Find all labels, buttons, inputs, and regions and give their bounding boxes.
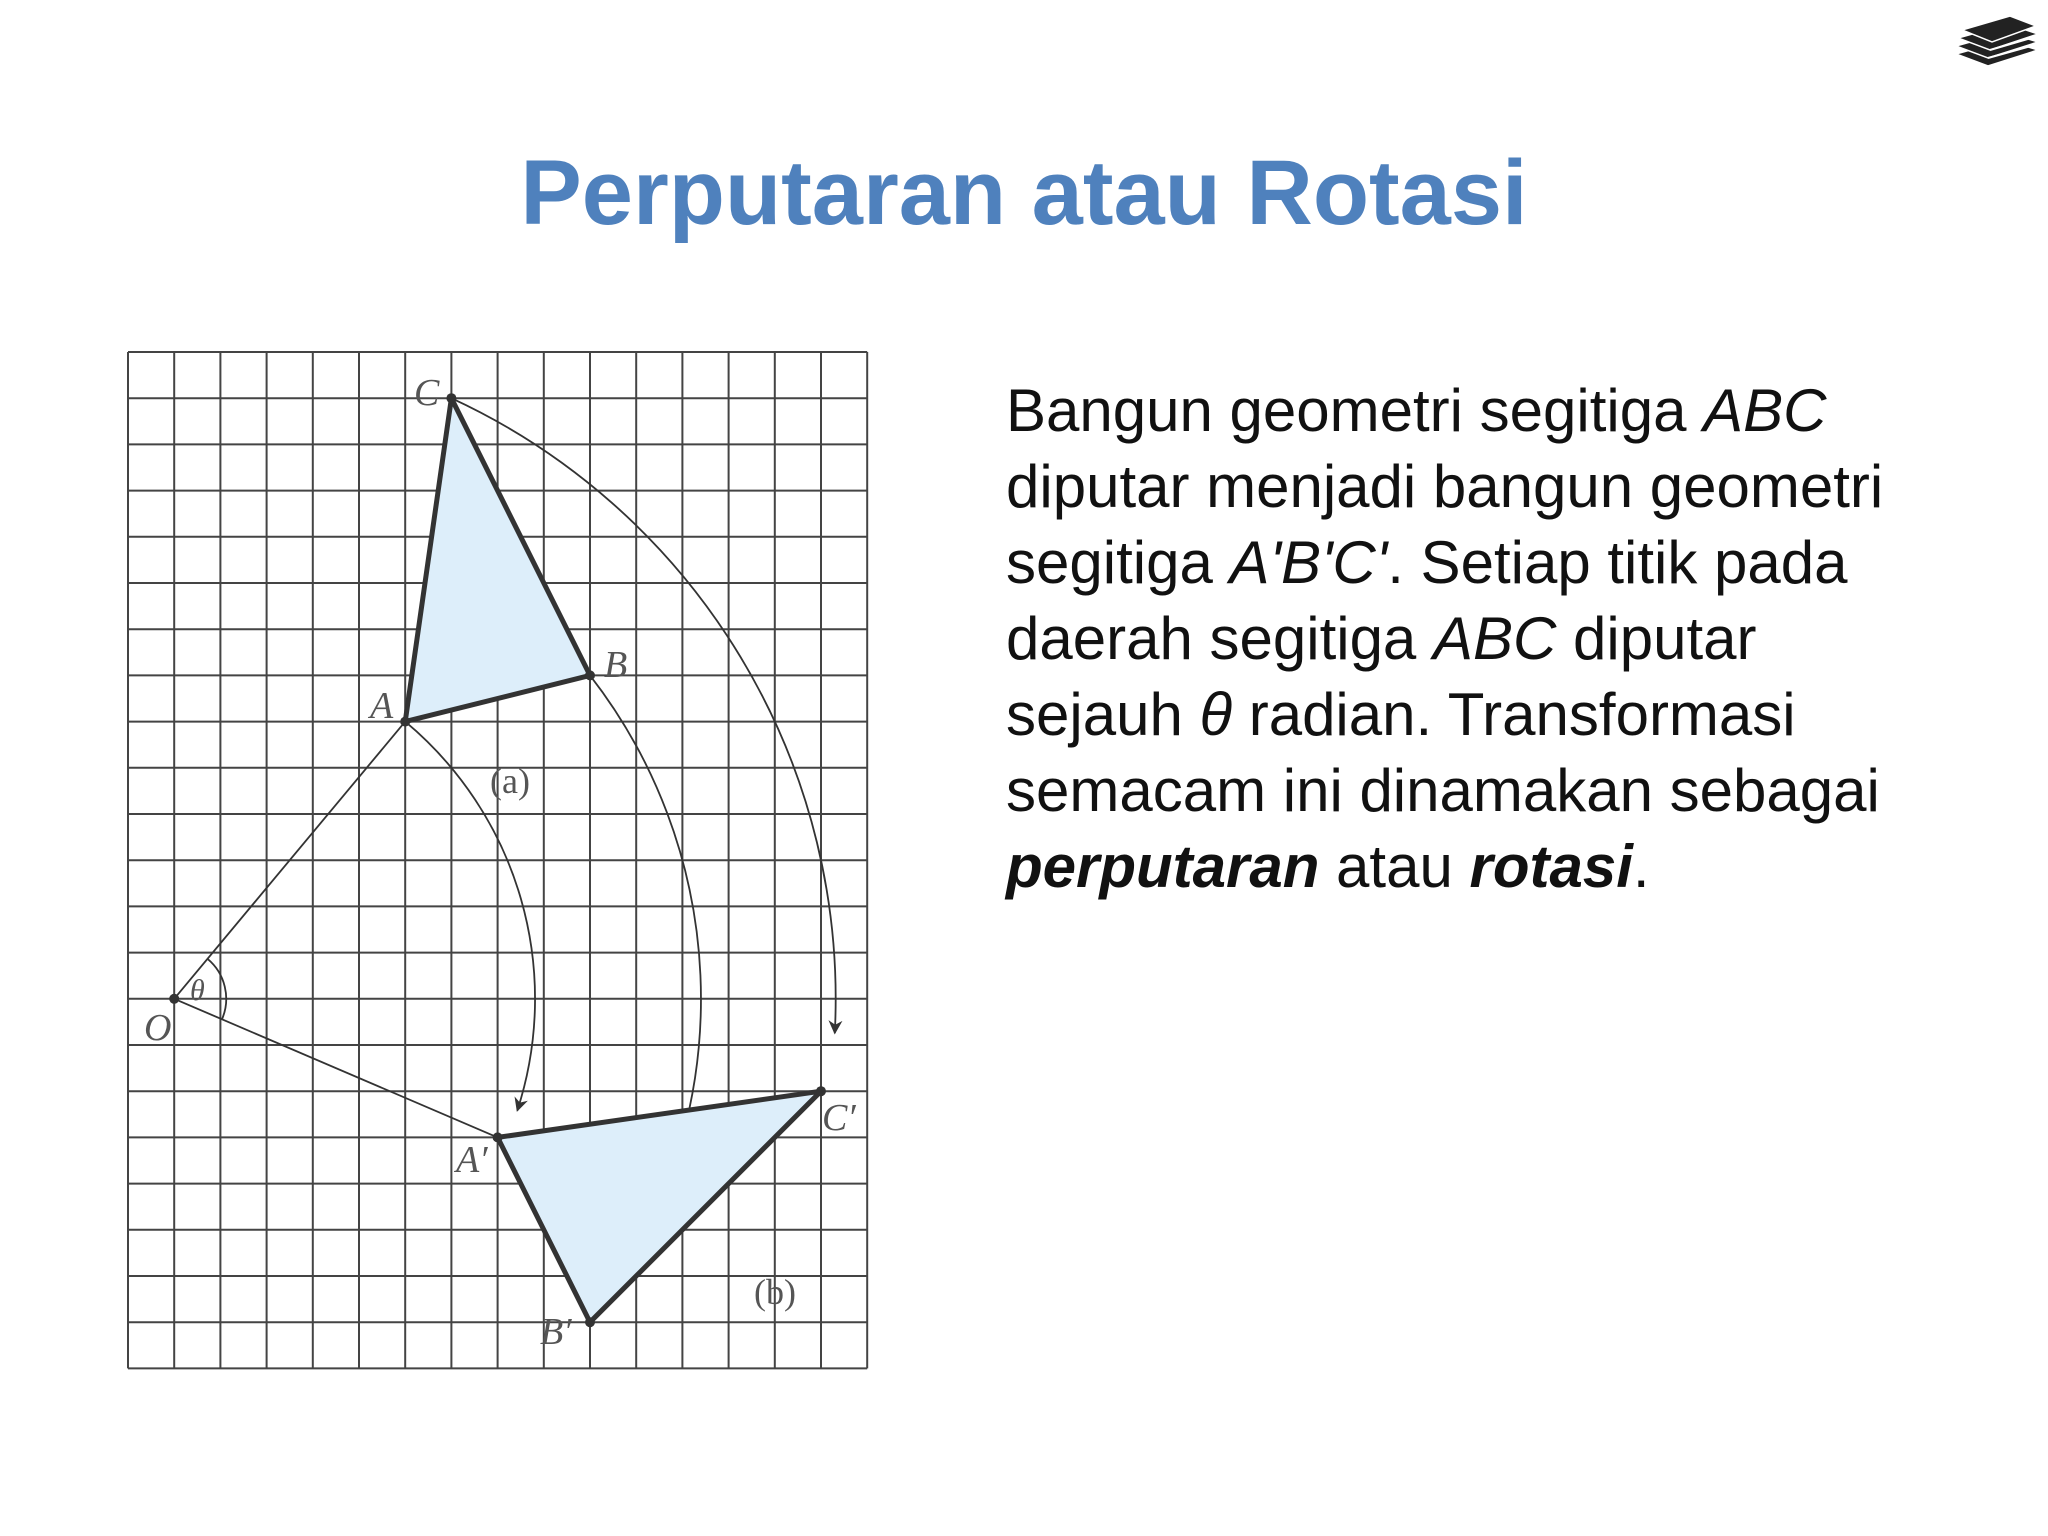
label-B-prime: B′ [540, 1311, 572, 1353]
description-segment: . Setiap titik pada [1387, 529, 1848, 596]
description-text [1006, 373, 2006, 905]
description-line [1006, 677, 2006, 753]
description-line [1006, 829, 2006, 905]
label-part-b: (b) [754, 1272, 796, 1312]
description-segment: semacam ini dinamakan sebagai [1006, 757, 1880, 824]
description-line [1006, 753, 2006, 829]
description-segment: sejauh [1006, 681, 1200, 748]
description-segment: ABC [1432, 605, 1557, 672]
slide-title: Perputaran atau Rotasi [520, 142, 1528, 244]
label-part-a: (a) [490, 761, 530, 801]
description-line [1006, 601, 2006, 677]
description-segment: A'B'C' [1229, 529, 1388, 596]
description-line [1006, 373, 2006, 449]
vertex-point-b-prime [585, 1317, 595, 1327]
rotation-figure [120, 340, 880, 1380]
label-C: C [414, 372, 440, 414]
theta-angle-arc [207, 959, 226, 1019]
vertex-point-c-prime [816, 1086, 826, 1096]
rotation-arc-C [451, 398, 835, 1033]
description-segment: perputaran [1006, 833, 1320, 900]
books-logo-icon [1950, 10, 2042, 72]
description-segment: diputar menjadi bangun geometri [1006, 453, 1884, 520]
description-segment: Bangun geometri segitiga [1006, 377, 1704, 444]
description-segment: daerah segitiga [1006, 605, 1433, 672]
description-segment: . [1632, 833, 1650, 900]
description-segment: radian. Transformasi [1232, 681, 1796, 748]
label-B: B [604, 644, 628, 686]
label-A-prime: A′ [456, 1139, 488, 1181]
vertex-point-a [400, 717, 410, 727]
description-segment: diputar [1556, 605, 1757, 672]
vertex-point-o [169, 994, 179, 1004]
description-segment: atau [1319, 833, 1470, 900]
label-O: O [144, 1007, 172, 1049]
description-segment: segitiga [1006, 529, 1230, 596]
label-theta: θ [190, 974, 205, 1007]
description-segment: θ [1199, 681, 1233, 748]
description-line [1006, 449, 2006, 525]
description-segment: ABC [1703, 377, 1827, 444]
vertex-point-a-prime [493, 1132, 503, 1142]
vertex-point-c [446, 393, 456, 403]
label-A: A [370, 685, 394, 727]
vertex-point-b [585, 670, 595, 680]
description-line [1006, 525, 2006, 601]
description-segment: rotasi [1469, 833, 1633, 900]
label-C-prime: C′ [822, 1097, 856, 1139]
